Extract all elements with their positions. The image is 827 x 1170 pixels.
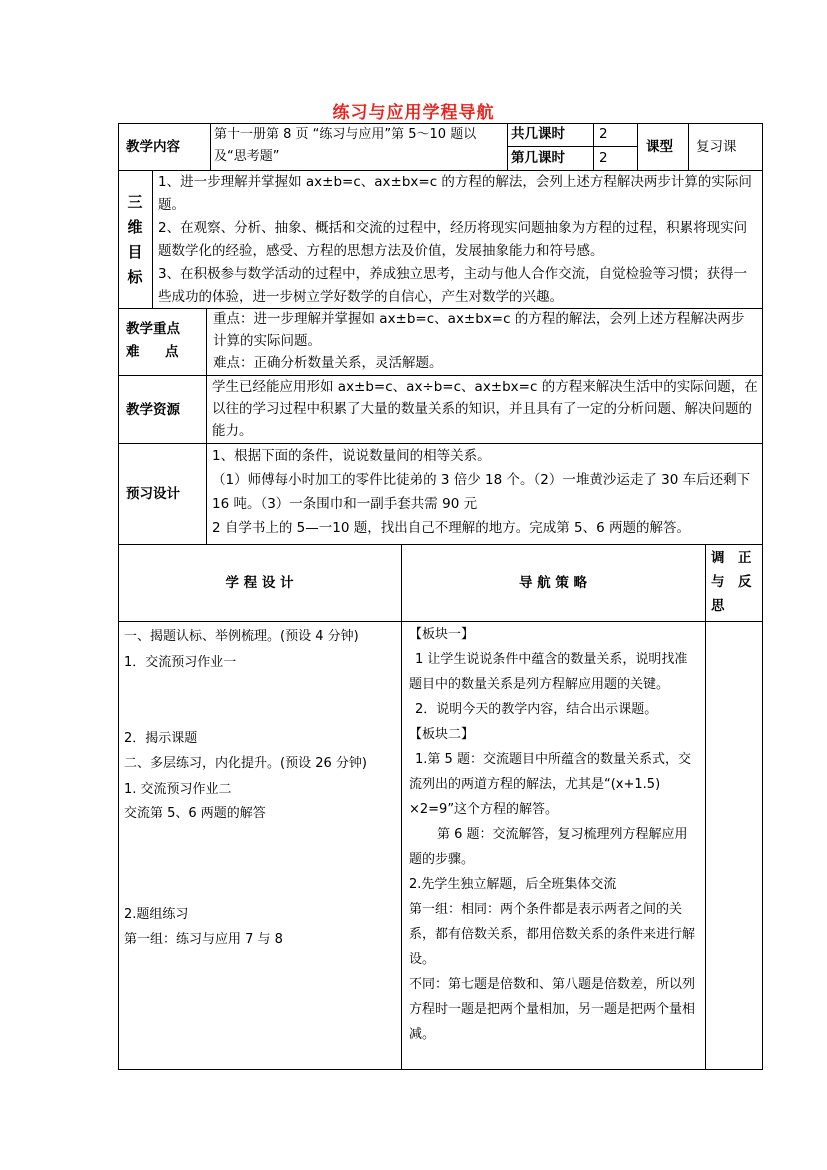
block-one-heading: 【板块一】 bbox=[409, 627, 475, 642]
content-label: 教学内容 bbox=[126, 139, 180, 155]
key-points-label bbox=[126, 318, 185, 364]
objectives-label bbox=[118, 190, 152, 290]
design-step: 2．揭示课题 bbox=[124, 731, 198, 746]
key-points-label-line: 教学重点 bbox=[126, 321, 180, 337]
block-two-heading: 【板块二】 bbox=[409, 727, 475, 742]
design-step: 第一组：练习与应用 7 与 8 bbox=[124, 932, 283, 947]
preview-line: 1、根据下面的条件，说说数量间的相等关系。 bbox=[212, 448, 491, 464]
strategy-item: 第 6 题：交流解答，复习梳理列方程解应用题的步骤。 bbox=[409, 827, 688, 867]
adjust-header-line: 与 反 bbox=[711, 574, 752, 590]
content-text: 第十一册第 8 页 “练习与应用”第 5～10 题以及“思考题” bbox=[214, 127, 477, 164]
key-points-text bbox=[213, 308, 757, 374]
lesson-type-label: 课型 bbox=[646, 139, 673, 155]
design-step: 1. 交流预习作业二 bbox=[124, 782, 232, 797]
strategy-item: 不同：第七题是倍数和、第八题是倍数差，所以列方程时一题是把两个量相加，另一题是把两个量相减。 bbox=[409, 977, 696, 1042]
total-lessons-label: 共几课时 bbox=[511, 126, 565, 142]
key-point: 重点：进一步理解并掌握如 ax±b=c、ax±bx=c 的方程的解法，会列上述方程解决两步计算的实际问题。 bbox=[213, 311, 745, 349]
preview-line: （1）师傅每小时加工的零件比徒弟的 3 倍少 18 个。（2）一堆黄沙运走了 30 车后还剩下 16 吨。（3）一条围巾和一副手套共需 90 元 bbox=[212, 472, 751, 512]
lesson-number-label: 第几课时 bbox=[511, 150, 565, 166]
objectives-label-char: 目 bbox=[127, 243, 143, 261]
strategy-item: 2.先学生独立解题，后全班集体交流 bbox=[409, 877, 617, 892]
difficulty-point: 难点：正确分析数量关系，灵活解题。 bbox=[213, 355, 443, 371]
objectives-label-char: 标 bbox=[127, 268, 143, 286]
preview-line: 2 自学书上的 5—一10 题，找出自己不理解的地方。完成第 5、6 两题的解答。 bbox=[212, 520, 690, 536]
design-step: 二、多层练习，内化提升。(预设 26 分钟) bbox=[124, 756, 367, 771]
objective-item: 2、在观察、分析、抽象、概括和交流的过程中，经历将现实问题抽象为方程的过程，积累将现实问题数学化的经验，感受、方程的思想方法及价值，发展抽象能力和符号感。 bbox=[158, 220, 748, 259]
strategy-text bbox=[409, 622, 699, 1047]
design-step: 一、揭题认标、举例梳理。(预设 4 分钟) bbox=[124, 629, 359, 644]
lesson-type-value: 复习课 bbox=[696, 139, 737, 155]
objectives-label-char: 三 bbox=[127, 193, 143, 211]
total-lessons-value: 2 bbox=[599, 126, 608, 142]
design-step: 2.题组练习 bbox=[124, 907, 189, 922]
strategy-item: 第一组：相同：两个条件都是表示两者之间的关系，都有倍数关系，都用倍数关系的条件来进行解设。 bbox=[409, 902, 696, 967]
lesson-number-value: 2 bbox=[599, 150, 608, 166]
adjust-column-header bbox=[711, 546, 759, 618]
objectives-list bbox=[158, 171, 758, 309]
objectives-label-char: 维 bbox=[127, 218, 143, 236]
preview-label: 预习设计 bbox=[126, 486, 180, 502]
objective-item: 1、进一步理解并掌握如 ax±b=c、ax±bx=c 的方程的解法，会列上述方程解决两步计算的实际问题。 bbox=[158, 174, 752, 213]
adjust-header-line: 思 bbox=[711, 598, 725, 614]
strategy-item: 2．说明今天的教学内容，结合出示课题。 bbox=[415, 702, 658, 717]
preview-text bbox=[212, 444, 758, 540]
resources-label: 教学资源 bbox=[126, 402, 180, 418]
design-step: 1．交流预习作业一 bbox=[124, 655, 237, 670]
adjust-header-line: 调 正 bbox=[711, 550, 752, 566]
strategy-item: 1 让学生说说条件中蕴含的数量关系，说明找准题目中的数量关系是列方程解应用题的关键。 bbox=[409, 652, 688, 692]
objective-item: 3、在积极参与数学活动的过程中，养成独立思考，主动与他人合作交流，自觉检验等习惯；获得一些成功的体验，进一步树立学好数学的自信心，产生对数学的兴趣。 bbox=[158, 266, 748, 305]
design-step: 交流第 5、6 两题的解答 bbox=[124, 806, 266, 821]
design-column-header: 学 程 设 计 bbox=[225, 575, 294, 591]
strategy-item: 1.第 5 题：交流题目中所蕴含的数量关系式，交流列出的两道方程的解法，尤其是“(x+1.5) ×2=9”这个方程的解答。 bbox=[409, 752, 691, 817]
strategy-column-header: 导 航 策 略 bbox=[518, 575, 588, 591]
key-points-label-line: 难 点 bbox=[126, 344, 185, 360]
resources-text: 学生已经能应用形如 ax±b=c、ax÷b=c、ax±bx=c 的方程来解决生活中的实际问题，在以往的学习过程中积累了大量的数量关系的知识，并且具有了一定的分析问题、解决问题的能力。 bbox=[212, 379, 758, 439]
document-title: 练习与应用学程导航 bbox=[332, 103, 495, 123]
